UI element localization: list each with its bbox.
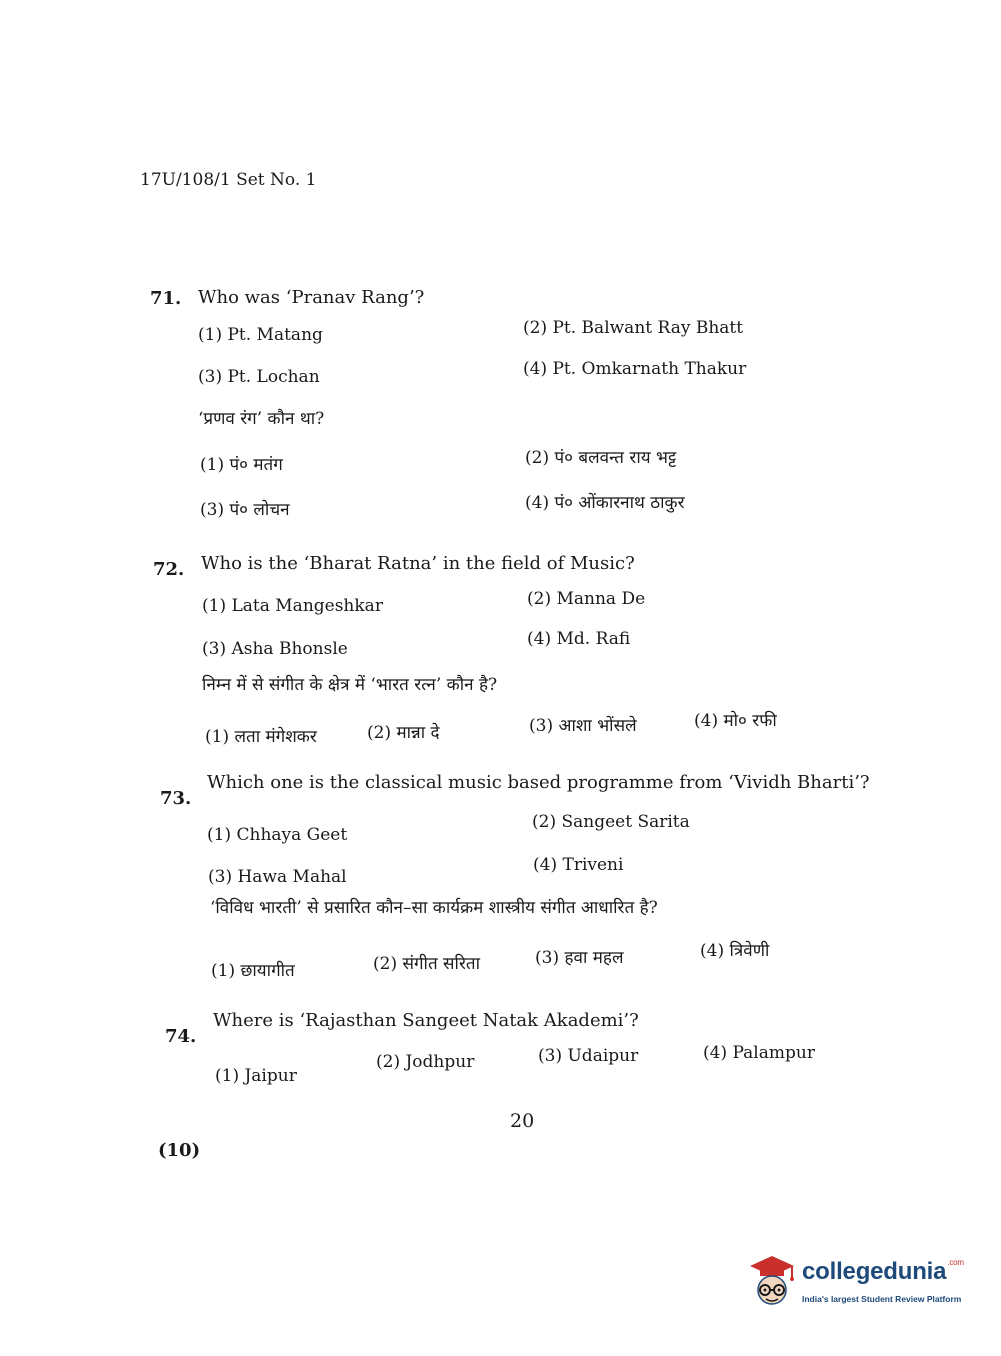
option-en: (3) Udaipur xyxy=(538,1046,639,1066)
option-hi: (1) लता मंगेशकर xyxy=(205,727,317,747)
option-en: (2) Jodhpur xyxy=(376,1052,475,1072)
option-hi: (3) आशा भोंसले xyxy=(529,716,637,736)
brand-name: collegedunia$^{.com}$ xyxy=(802,1258,964,1285)
option-hi: (2) मान्ना दे xyxy=(367,723,440,743)
option-en: (4) Pt. Omkarnath Thakur xyxy=(523,359,747,379)
option-en: (2) Manna De xyxy=(527,589,646,609)
option-hi: (3) पं० लोचन xyxy=(200,500,290,520)
option-en: (1) Pt. Matang xyxy=(198,325,323,345)
option-hi: (2) संगीत सरिता xyxy=(373,954,480,974)
brand-tagline: India's largest Student Review Platform xyxy=(802,1294,962,1304)
option-hi: (2) पं० बलवन्त राय भट्ट xyxy=(525,448,677,468)
option-en: (4) Md. Rafi xyxy=(527,629,631,649)
collegedunia-logo xyxy=(742,1250,972,1314)
option-en: (1) Jaipur xyxy=(215,1066,297,1086)
option-hi: (1) छायागीत xyxy=(211,961,295,981)
question-text-en: Who is the ‘Bharat Ratna’ in the field of Music? xyxy=(201,553,635,574)
option-en: (4) Palampur xyxy=(703,1043,815,1063)
option-en: (1) Lata Mangeshkar xyxy=(202,596,383,616)
option-hi: (4) त्रिवेणी xyxy=(700,941,770,961)
question-number: 73. xyxy=(160,788,192,809)
question-text-hi: ‘प्रणव रंग’ कौन था? xyxy=(198,409,325,429)
question-text-hi: ‘विविध भारती’ से प्रसारित कौन–सा कार्यक्रम शास्त्रीय संगीत आधारित है? xyxy=(210,898,658,918)
option-en: (3) Asha Bhonsle xyxy=(202,639,348,659)
question-text-en: Where is ‘Rajasthan Sangeet Natak Akademi’? xyxy=(213,1010,639,1031)
option-en: (4) Triveni xyxy=(533,855,624,875)
option-en: (2) Pt. Balwant Ray Bhatt xyxy=(523,318,744,338)
question-number: 72. xyxy=(153,559,185,580)
option-en: (1) Chhaya Geet xyxy=(207,825,348,845)
page-number: 20 xyxy=(510,1110,535,1132)
option-hi: (4) पं० ओंकारनाथ ठाकुर xyxy=(525,493,685,513)
option-hi: (3) हवा महल xyxy=(535,948,624,968)
footer-code: (10) xyxy=(158,1140,201,1161)
option-hi: (1) पं० मतंग xyxy=(200,455,283,475)
question-text-en: Who was ‘Pranav Rang’? xyxy=(198,287,425,308)
option-hi: (4) मो० रफी xyxy=(694,711,777,731)
question-number: 71. xyxy=(150,288,182,309)
option-en: (3) Hawa Mahal xyxy=(208,867,347,887)
mascot-icon xyxy=(742,1252,798,1312)
paper-code: 17U/108/1 Set No. 1 xyxy=(140,170,317,190)
question-text-en: Which one is the classical music based programme from ‘Vividh Bharti’? xyxy=(207,772,870,793)
question-number: 74. xyxy=(165,1026,197,1047)
question-text-hi: निम्न में से संगीत के क्षेत्र में ‘भारत रत्न’ कौन है? xyxy=(202,675,498,695)
option-en: (2) Sangeet Sarita xyxy=(532,812,690,832)
option-en: (3) Pt. Lochan xyxy=(198,367,320,387)
